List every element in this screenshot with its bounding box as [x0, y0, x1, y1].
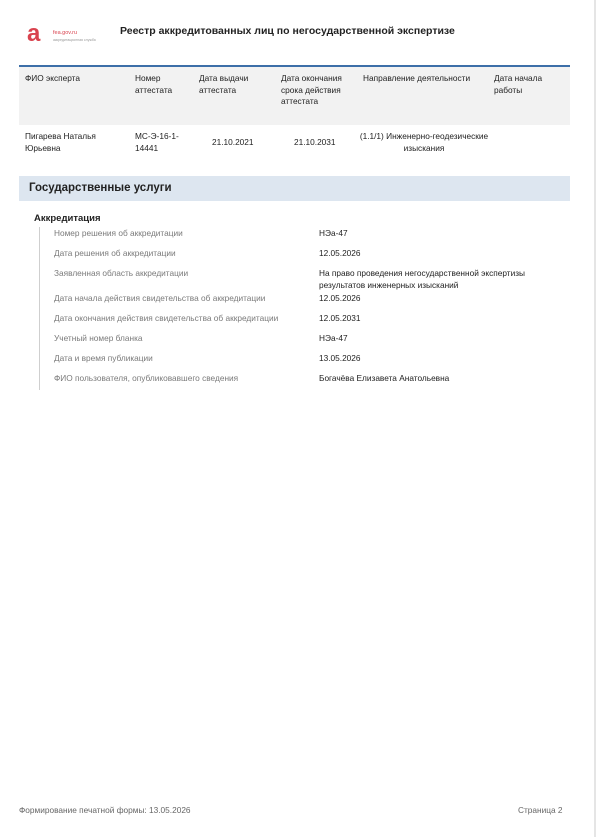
field-label: ФИО пользователя, опубликовавшего сведения [54, 373, 239, 383]
column-header-direction: Направление деятельности [363, 73, 471, 83]
cell-name: Пигарева Наталья Юрьевна [25, 131, 96, 153]
subsection-title: Аккредитация [34, 213, 101, 224]
field-value: На право проведения негосударственной экспертизы результатов инженерных изысканий [319, 268, 525, 290]
field-value: 12.05.2026 [319, 293, 361, 303]
field-value: НЭа-47 [319, 333, 348, 343]
cell-expiry-date: 21.10.2031 [294, 137, 336, 147]
section-header [19, 176, 570, 201]
field-label: Заявленная область аккредитации [54, 268, 189, 278]
field-label: Дата решения об аккредитации [54, 248, 176, 258]
footer-print-date: Формирование печатной формы: 13.05.2026 [19, 805, 191, 815]
field-label: Номер решения об аккредитации [54, 228, 183, 238]
table-header [19, 67, 570, 125]
cell-direction: (1.1/1) Инженерно-геодезические изыскания [359, 131, 489, 153]
field-label: Учетный номер бланка [54, 333, 143, 343]
logo-site: fea.gov.ru [53, 30, 78, 36]
experts-table [19, 65, 570, 173]
column-header-expiry-date: Дата окончания срока действия аттестата [281, 73, 342, 106]
document-title: Реестр аккредитованных лиц по негосударственной экспертизе [120, 25, 455, 37]
field-label: Дата окончания действия свидетельства об аккредитации [54, 313, 279, 323]
subsection-divider [39, 227, 40, 390]
table-row [19, 125, 570, 173]
column-header-certificate-number: Номер аттестата [135, 73, 173, 95]
column-header-start-date: Дата начала работы [494, 73, 543, 95]
column-header-name: ФИО эксперта [25, 73, 80, 83]
field-value: НЭа-47 [319, 228, 348, 238]
column-header-issue-date: Дата выдачи аттестата [199, 73, 249, 95]
logo-tagline: аккредитационная служба [53, 38, 96, 42]
cell-certificate-number: МС-Э-16-1-14441 [135, 131, 179, 153]
cell-issue-date: 21.10.2021 [212, 137, 254, 147]
field-label: Дата и время публикации [54, 353, 153, 363]
footer-page-number: Страница 2 [518, 805, 563, 815]
field-value: 12.05.2026 [319, 248, 361, 258]
logo [27, 20, 107, 48]
logo-mark-icon: a [27, 20, 41, 47]
field-label: Дата начала действия свидетельства об аккредитации [54, 293, 266, 303]
section-title: Государственные услуги [29, 182, 172, 194]
field-value: 13.05.2026 [319, 353, 361, 363]
field-value: Богачёва Елизавета Анатольевна [319, 373, 450, 383]
field-value: 12.05.2031 [319, 313, 361, 323]
